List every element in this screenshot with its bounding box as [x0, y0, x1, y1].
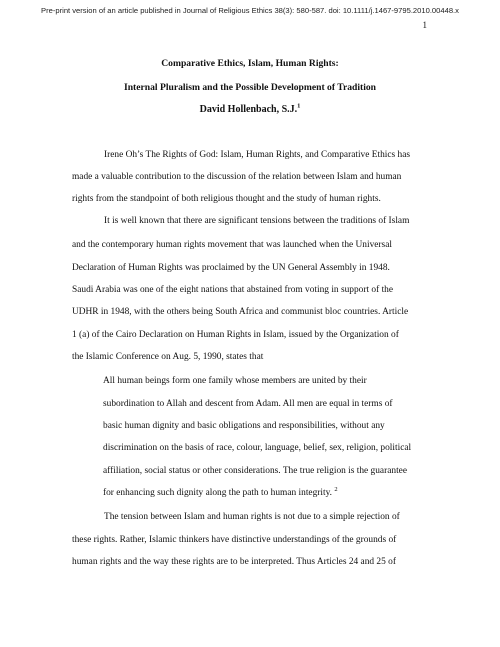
- quote-line5: affiliation, social status or other considerations. The true religion is the guarantee: [103, 466, 407, 476]
- para2-line6: 1 (a) of the Cairo Declaration on Human Rights in Islam, issued by the Organization of: [72, 330, 399, 340]
- para2-line5: UDHR in 1948, with the others being South Africa and communist bloc countries. Article: [72, 307, 409, 317]
- para1-line1: Irene Oh’s The Rights of God: Islam, Human Rights, and Comparative Ethics has: [104, 150, 411, 160]
- para2-line1: It is well known that there are significant tensions between the traditions of Islam: [104, 216, 410, 226]
- author-footnote-marker: 1: [297, 102, 301, 110]
- para2-line3: Declaration of Human Rights was proclaimed by the UN General Assembly in 1948.: [72, 263, 390, 273]
- quote-line2: subordination to Allah and descent from Adam. All men are equal in terms of: [103, 399, 393, 409]
- quote-line6: [103, 487, 425, 499]
- paper-title-line2: Internal Pluralism and the Possible Development of Tradition: [123, 82, 377, 93]
- para2-line2: and the contemporary human rights movement that was launched when the Universal: [72, 240, 392, 250]
- preprint-notice: Pre-print version of an article published in Journal of Religious Ethics 38(3): 580-587. doi: 10.1111/j.1467-9795.2010.00448.x: [41, 6, 459, 15]
- para3-line3: human rights and the way these rights are to be interpreted. Thus Articles 24 and 25 of: [72, 557, 396, 567]
- paper-title-line1: Comparative Ethics, Islam, Human Rights:: [161, 58, 339, 69]
- author-name: David Hollenbach, S.J.: [199, 104, 298, 115]
- quote-last-text: for enhancing such dignity along the path to human integrity.: [103, 488, 333, 498]
- quote-line1: All human beings form one family whose members are united by their: [103, 376, 367, 386]
- para3-line1: The tension between Islam and human rights is not due to a simple rejection of: [104, 512, 400, 522]
- page-number: 1: [422, 20, 427, 30]
- quote-footnote-marker: 2: [334, 485, 338, 493]
- quote-line4: discrimination on the basis of race, colour, language, belief, sex, religion, political: [103, 443, 412, 453]
- para1-line3: rights from the standpoint of both religious thought and the study of human rights.: [72, 194, 381, 204]
- para3-line2: these rights. Rather, Islamic thinkers have distinctive understandings of the grounds of: [72, 535, 397, 545]
- para2-line7: the Islamic Conference on Aug. 5, 1990, states that: [72, 352, 264, 362]
- para2-line4: Saudi Arabia was one of the eight nations that abstained from voting in support of the: [72, 285, 394, 295]
- para1-line2: made a valuable contribution to the discussion of the relation between Islam and human: [72, 172, 402, 182]
- quote-line3: basic human dignity and basic obligations and responsibilities, without any: [103, 421, 385, 431]
- author-line: [0, 104, 500, 115]
